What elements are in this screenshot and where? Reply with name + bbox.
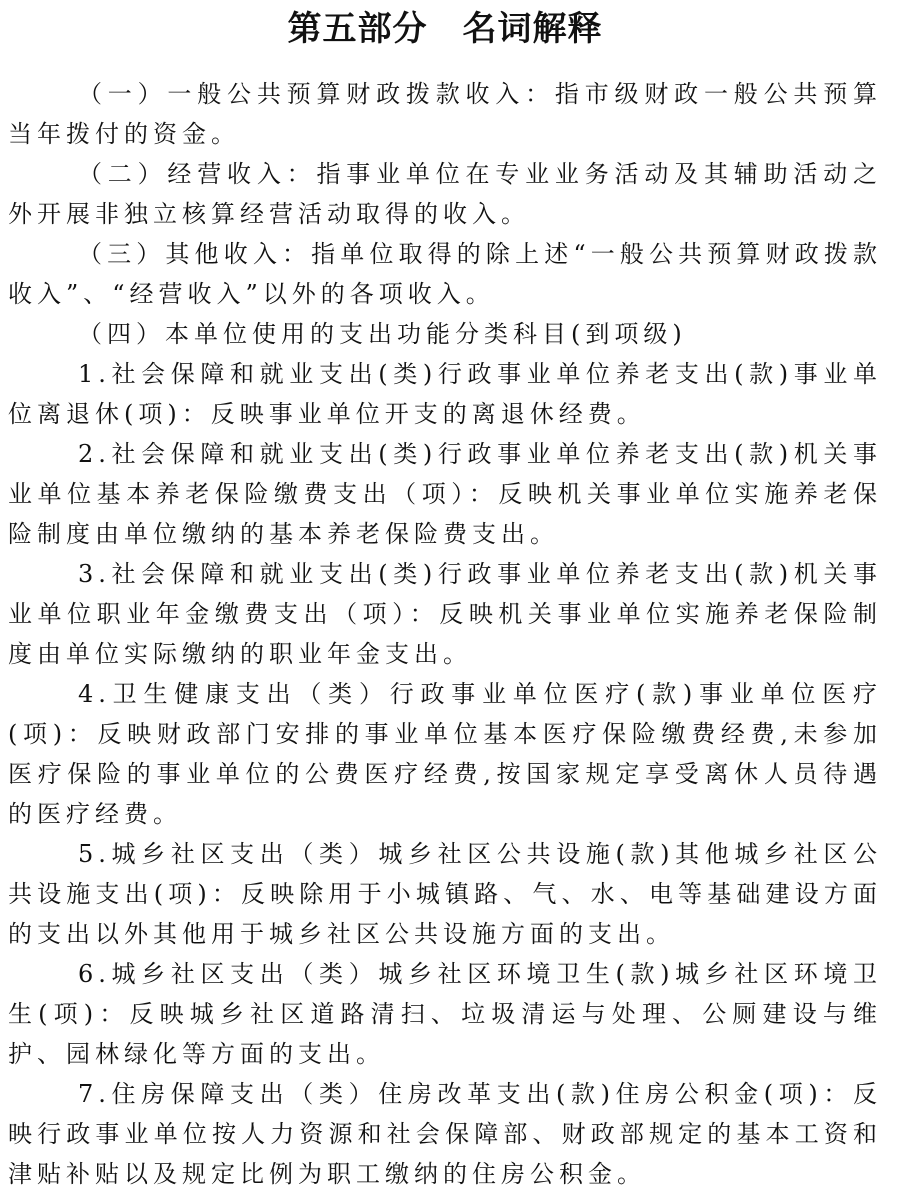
paragraph-income-operating: （二）经营收入：指事业单位在专业业务活动及其辅助活动之外开展非独立核算经营活动取得的收入。 xyxy=(8,160,882,228)
paragraph-expenditure-classification-heading: （四）本单位使用的支出功能分类科目(到项级) xyxy=(78,320,687,348)
paragraph-item-7-housing-fund: 7.住房保障支出（类）住房改革支出(款)住房公积金(项)：反映行政事业单位按人力资源和社会保障部、财政部规定的基本工资和津贴补贴以及规定比例为职工缴纳的住房公积金。 xyxy=(8,1080,882,1188)
paragraph-item-2-basic-pension: 2.社会保障和就业支出(类)行政事业单位养老支出(款)机关事业单位基本养老保险缴费支出（项）：反映机关事业单位实施养老保险制度由单位缴纳的基本养老保险费支出。 xyxy=(8,440,882,548)
document-body xyxy=(8,74,882,1194)
paragraph-item-3-occupational-annuity: 3.社会保障和就业支出(类)行政事业单位养老支出(款)机关事业单位职业年金缴费支出（项）：反映机关事业单位实施养老保险制度由单位实际缴纳的职业年金支出。 xyxy=(8,560,882,668)
page-title: 第五部分 名词解释 xyxy=(287,9,603,49)
paragraph-item-6-environmental-sanitation: 6.城乡社区支出（类）城乡社区环境卫生(款)城乡社区环境卫生(项)：反映城乡社区道路清扫、垃圾清运与处理、公厕建设与维护、园林绿化等方面的支出。 xyxy=(8,960,882,1068)
paragraph-item-5-public-facilities: 5.城乡社区支出（类）城乡社区公共设施(款)其他城乡社区公共设施支出(项)：反映除用于小城镇路、气、水、电等基础建设方面的支出以外其他用于城乡社区公共设施方面的支出。 xyxy=(8,840,882,948)
paragraph-income-other: （三）其他收入：指单位取得的除上述“一般公共预算财政拨款收入”、“经营收入”以外的各项收入。 xyxy=(8,240,882,308)
paragraph-item-1-retirement: 1.社会保障和就业支出(类)行政事业单位养老支出(款)事业单位离退休(项)：反映事业单位开支的离退休经费。 xyxy=(8,360,882,428)
paragraph-income-general-budget: （一）一般公共预算财政拨款收入：指市级财政一般公共预算当年拨付的资金。 xyxy=(8,80,882,148)
paragraph-item-4-medical: 4.卫生健康支出（类）行政事业单位医疗(款)事业单位医疗(项)：反映财政部门安排的事业单位基本医疗保险缴费经费,未参加医疗保险的事业单位的公费医疗经费,按国家规定享受离休人员待遇的医疗经费。 xyxy=(8,680,882,828)
